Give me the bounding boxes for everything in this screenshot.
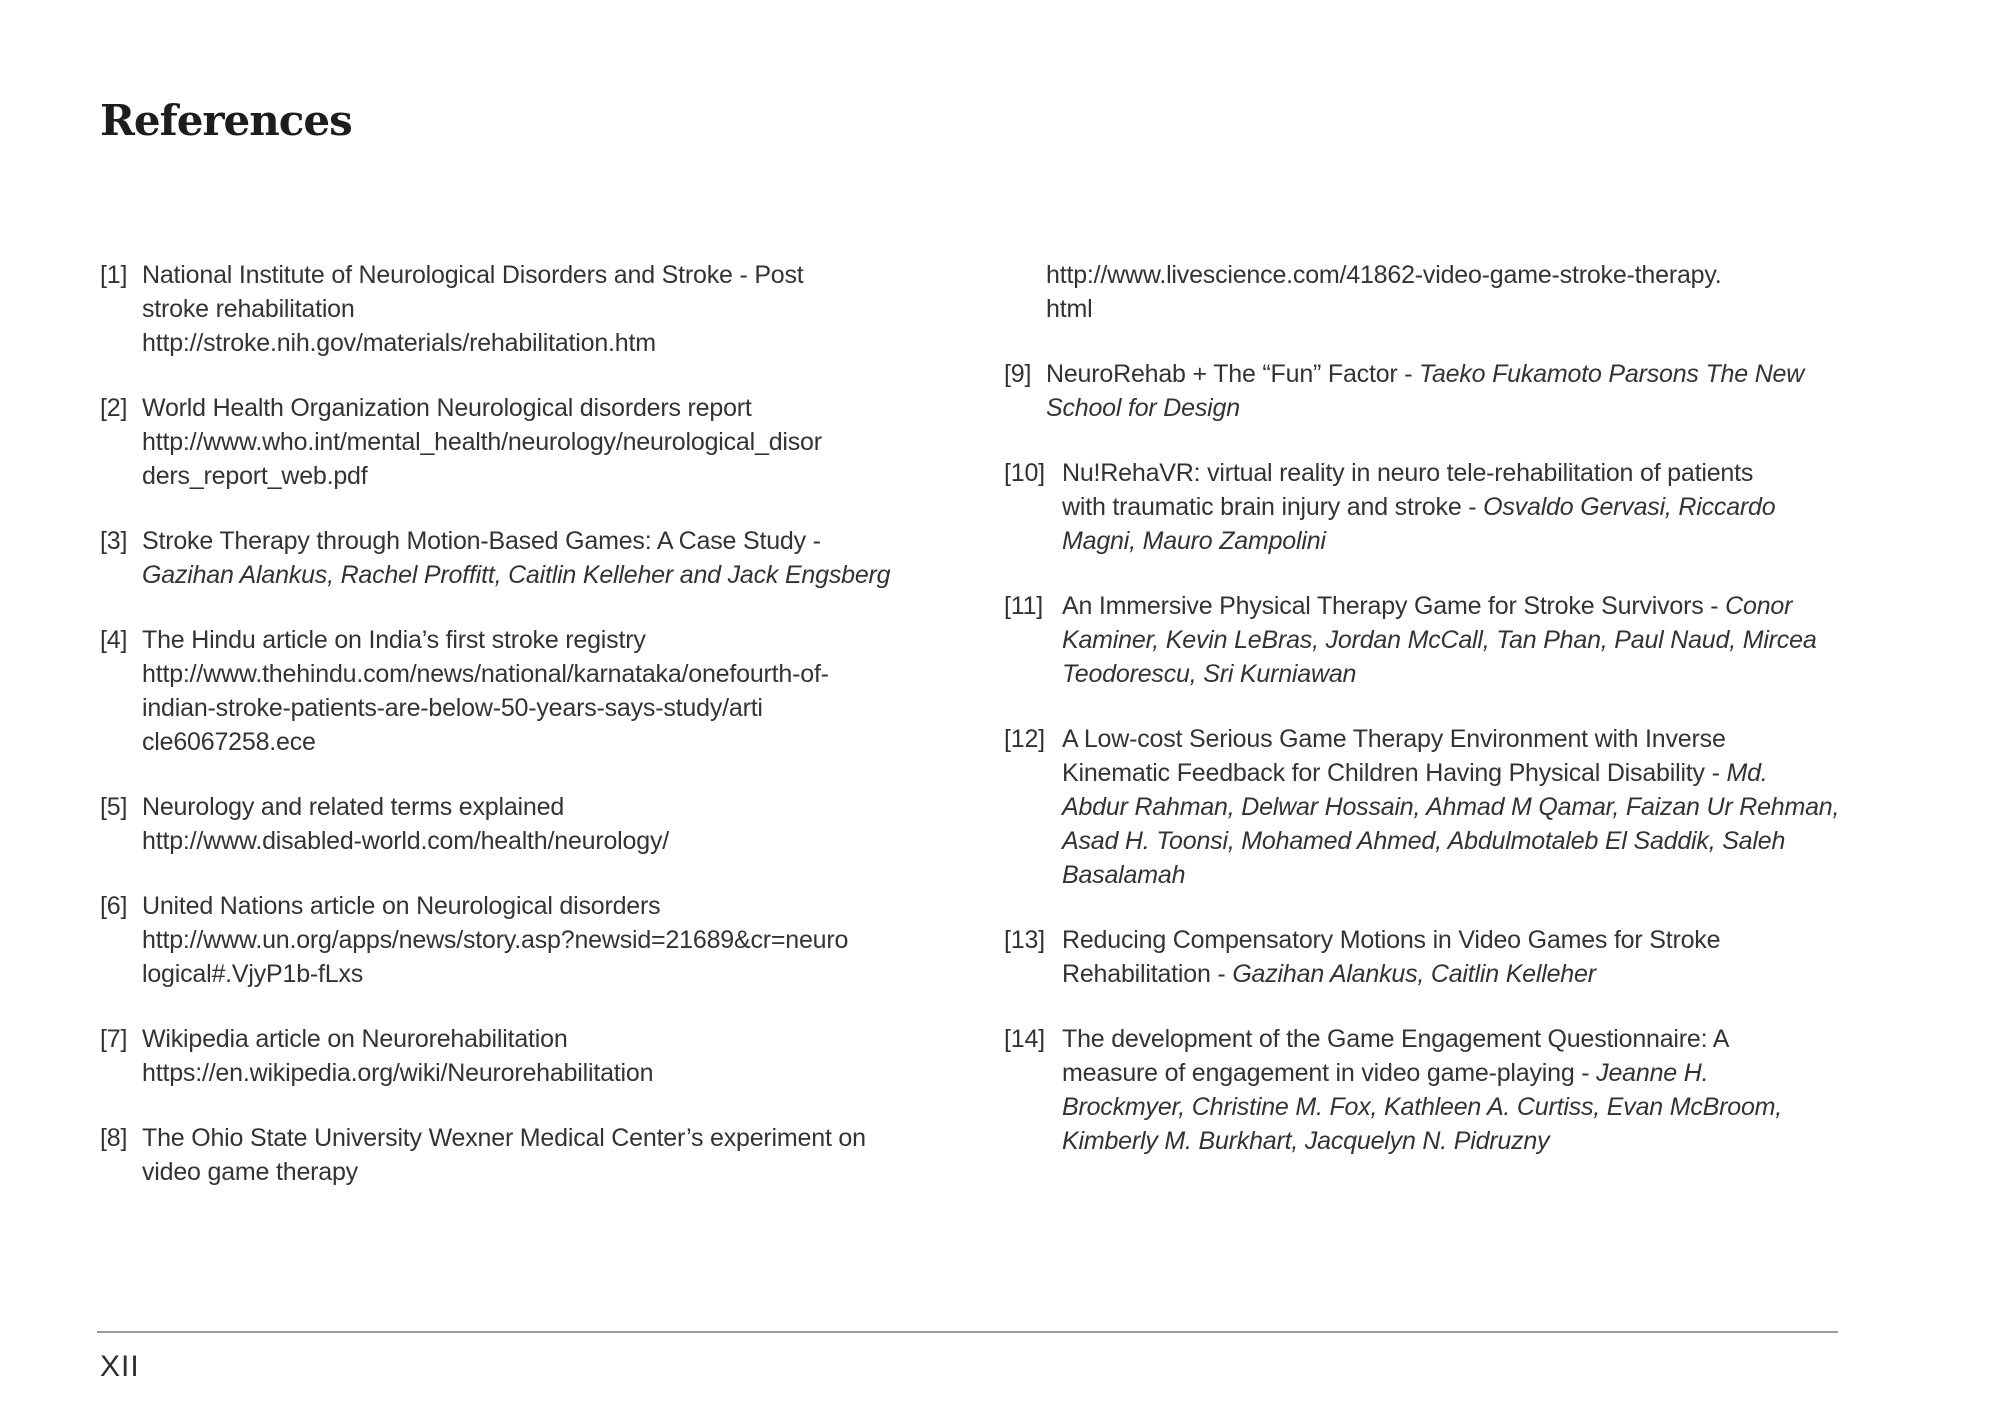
reference-text-segment: The Ohio State University Wexner Medical Center’s experiment on [142, 1124, 866, 1152]
reference-text-segment: http://www.livescience.com/41862-video-game-stroke-therapy. [1046, 261, 1722, 289]
reference-item [1004, 923, 1904, 991]
reference-item [1004, 258, 1904, 326]
reference-line [100, 524, 960, 558]
reference-text-segment: Abdur Rahman, Delwar Hossain, Ahmad M Qamar, Faizan Ur Rehman, [1062, 793, 1840, 821]
reference-line [1004, 790, 1904, 824]
reference-text-segment: http://www.thehindu.com/news/national/karnataka/onefourth-of- [142, 660, 829, 688]
reference-line [1004, 722, 1904, 756]
reference-item [1004, 357, 1904, 425]
reference-text-segment: United Nations article on Neurological disorders [142, 892, 661, 920]
reference-text-segment: Stroke Therapy through Motion-Based Games: A Case Study - [142, 527, 821, 555]
reference-line [100, 459, 960, 493]
reference-number: [2] [100, 394, 128, 422]
reference-text-segment: http://www.who.int/mental_health/neurology/neurological_disor [142, 428, 822, 456]
reference-text-segment: Jeanne H. [1596, 1059, 1709, 1087]
reference-line [1004, 490, 1904, 524]
reference-line [1004, 824, 1904, 858]
reference-text-segment: Md. [1726, 759, 1768, 787]
references-column-left [100, 258, 960, 1189]
reference-text-segment: cle6067258.ece [142, 728, 316, 756]
reference-text-segment: Kinematic Feedback for Children Having Physical Disability - [1062, 759, 1727, 787]
reference-line [1004, 524, 1904, 558]
reference-text-segment: Taeko Fukamoto Parsons The New [1419, 360, 1805, 388]
reference-line [1004, 623, 1904, 657]
reference-line [1004, 357, 1904, 391]
references-column-right [1004, 258, 1904, 1189]
reference-line [1004, 1022, 1904, 1056]
reference-text-segment: School for Design [1046, 394, 1240, 422]
reference-line [100, 258, 960, 292]
reference-text-segment: html [1046, 295, 1093, 323]
reference-item [100, 391, 960, 493]
reference-line [100, 790, 960, 824]
reference-text-segment: An Immersive Physical Therapy Game for Stroke Survivors - [1062, 592, 1726, 620]
reference-item [100, 258, 960, 360]
reference-line [1004, 391, 1904, 425]
reference-text-segment: National Institute of Neurological Disorders and Stroke - Post [142, 261, 804, 289]
reference-text-segment: http://stroke.nih.gov/materials/rehabilitation.htm [142, 329, 656, 357]
reference-text-segment: Gazihan Alankus, Rachel Proffitt, Caitlin Kelleher and Jack Engsberg [142, 561, 891, 589]
reference-line [100, 292, 960, 326]
reference-line [100, 923, 960, 957]
reference-line [1004, 258, 1904, 292]
reference-line [100, 657, 960, 691]
page-title: References [100, 96, 352, 145]
reference-line [1004, 858, 1904, 892]
reference-item [1004, 722, 1904, 892]
reference-item [1004, 1022, 1904, 1158]
reference-line [100, 725, 960, 759]
reference-text-segment: Rehabilitation - [1062, 960, 1233, 988]
reference-text-segment: A Low-cost Serious Game Therapy Environment with Inverse [1062, 725, 1726, 753]
reference-item [100, 790, 960, 858]
reference-line [100, 425, 960, 459]
reference-text-segment: Wikipedia article on Neurorehabilitation [142, 1025, 568, 1053]
reference-line [100, 326, 960, 360]
reference-number: [14] [1004, 1025, 1045, 1053]
reference-line [100, 391, 960, 425]
reference-line [100, 1155, 960, 1189]
reference-text-segment: http://www.disabled-world.com/health/neurology/ [142, 827, 669, 855]
reference-number: [13] [1004, 926, 1045, 954]
reference-line [1004, 756, 1904, 790]
reference-line [100, 691, 960, 725]
reference-text-segment: Asad H. Toonsi, Mohamed Ahmed, Abdulmotaleb El Saddik, Saleh [1062, 827, 1786, 855]
reference-line [100, 889, 960, 923]
reference-line [100, 1056, 960, 1090]
reference-line [1004, 1090, 1904, 1124]
reference-number: [10] [1004, 459, 1045, 487]
reference-text-segment: Reducing Compensatory Motions in Video Games for Stroke [1062, 926, 1721, 954]
reference-text-segment: Basalamah [1062, 861, 1186, 889]
reference-text-segment: http://www.un.org/apps/news/story.asp?newsid=21689&cr=neuro [142, 926, 849, 954]
reference-text-segment: Nu!RehaVR: virtual reality in neuro tele-rehabilitation of patients [1062, 459, 1754, 487]
reference-text-segment: stroke rehabilitation [142, 295, 355, 323]
reference-number: [1] [100, 261, 128, 289]
reference-text-segment: logical#.VjyP1b-fLxs [142, 960, 364, 988]
reference-number: [8] [100, 1124, 128, 1152]
reference-text-segment: Teodorescu, Sri Kurniawan [1062, 660, 1357, 688]
reference-line [100, 824, 960, 858]
reference-text-segment: The Hindu article on India’s first stroke registry [142, 626, 646, 654]
reference-text-segment: Kimberly M. Burkhart, Jacquelyn N. Pidruzny [1062, 1127, 1550, 1155]
reference-item [100, 623, 960, 759]
reference-text-segment: Gazihan Alankus, Caitlin Kelleher [1232, 960, 1596, 988]
reference-text-segment: Brockmyer, Christine M. Fox, Kathleen A. Curtiss, Evan McBroom, [1062, 1093, 1783, 1121]
reference-line [1004, 957, 1904, 991]
reference-number: [4] [100, 626, 128, 654]
references-columns [100, 258, 1904, 1189]
reference-item [100, 1022, 960, 1090]
reference-number: [9] [1004, 360, 1032, 388]
reference-number: [6] [100, 892, 128, 920]
reference-number: [3] [100, 527, 128, 555]
reference-item [100, 889, 960, 991]
reference-line [100, 558, 960, 592]
reference-line [1004, 292, 1904, 326]
reference-line [1004, 456, 1904, 490]
reference-number: [7] [100, 1025, 128, 1053]
reference-number: [11] [1004, 592, 1044, 620]
reference-text-segment: ders_report_web.pdf [142, 462, 368, 490]
reference-text-segment: Magni, Mauro Zampolini [1062, 527, 1326, 555]
reference-line [100, 1022, 960, 1056]
reference-text-segment: with traumatic brain injury and stroke - [1062, 493, 1484, 521]
reference-line [1004, 657, 1904, 691]
reference-text-segment: Osvaldo Gervasi, Riccardo [1483, 493, 1776, 521]
reference-item [100, 524, 960, 592]
reference-item [1004, 456, 1904, 558]
reference-line [100, 1121, 960, 1155]
reference-line [100, 957, 960, 991]
reference-text-segment: Neurology and related terms explained [142, 793, 565, 821]
reference-line [1004, 923, 1904, 957]
reference-number: [12] [1004, 725, 1045, 753]
reference-text-segment: indian-stroke-patients-are-below-50-years-says-study/arti [142, 694, 763, 722]
footer-divider [97, 1331, 1838, 1333]
reference-text-segment: Conor [1725, 592, 1793, 620]
reference-line [1004, 1056, 1904, 1090]
reference-text-segment: NeuroRehab + The “Fun” Factor - [1046, 360, 1420, 388]
reference-line [100, 623, 960, 657]
reference-text-segment: video game therapy [142, 1158, 358, 1186]
reference-text-segment: World Health Organization Neurological disorders report [142, 394, 752, 422]
reference-item [100, 1121, 960, 1189]
reference-item [1004, 589, 1904, 691]
reference-text-segment: https://en.wikipedia.org/wiki/Neurorehabilitation [142, 1059, 654, 1087]
page-number: XII [100, 1350, 140, 1383]
reference-text-segment: Kaminer, Kevin LeBras, Jordan McCall, Tan Phan, Paul Naud, Mircea [1062, 626, 1817, 654]
reference-line [1004, 589, 1904, 623]
reference-text-segment: The development of the Game Engagement Questionnaire: A [1062, 1025, 1730, 1053]
reference-line [1004, 1124, 1904, 1158]
reference-text-segment: measure of engagement in video game-playing - [1062, 1059, 1597, 1087]
reference-number: [5] [100, 793, 128, 821]
